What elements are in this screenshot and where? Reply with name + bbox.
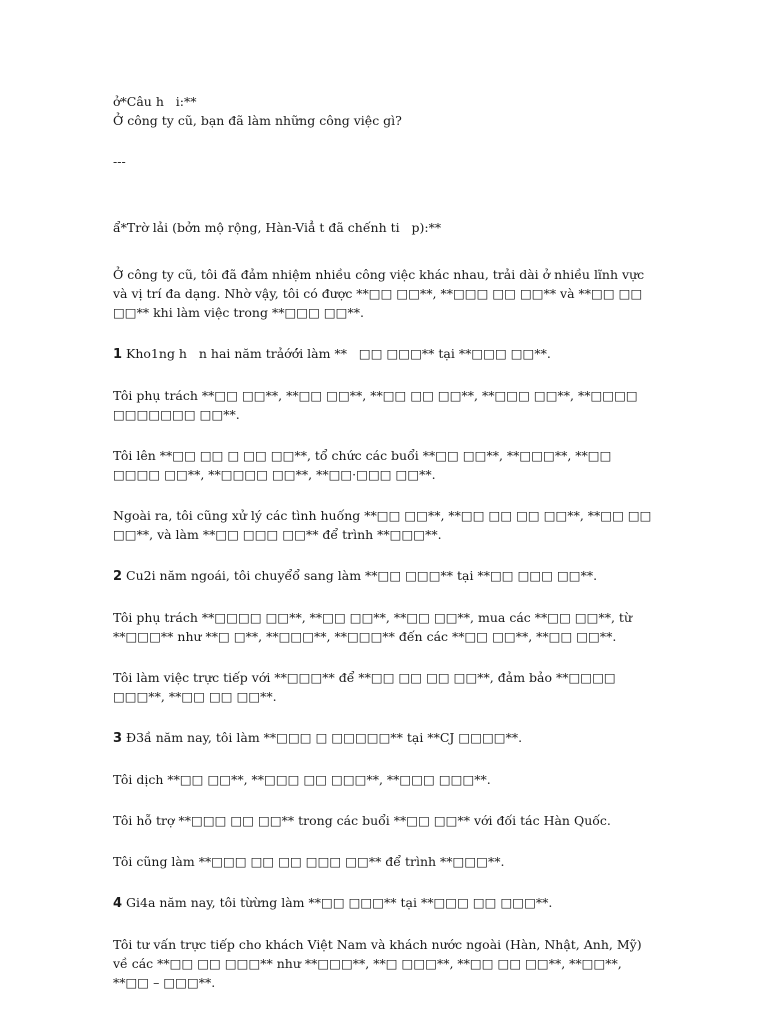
section-title-text: Gi4a năm nay, tôi từừng làm **□□ □□□** tại **□□□ □□ □□□**. bbox=[122, 895, 553, 910]
section-4-paragraph-1: Tôi tư vấn trực tiếp cho khách Việt Nam và khách nước ngoài (Hàn, Nhật, Anh, Mỹ) về các **□□ □□ □□□** như **□□□**, **□ □□□**, **□□ □□ □□**, **□□**, **□□ – □□□**. bbox=[113, 937, 646, 990]
section-title-text: Đ3ầ năm nay, tôi làm **□□□ □ □□□□□** tại **CJ □□□□**. bbox=[122, 730, 523, 745]
section-number: 2 bbox=[113, 569, 123, 584]
section-3-paragraph-3: Tôi cũng làm **□□□ □□ □□ □□□ □□** để trình **□□□**. bbox=[113, 854, 505, 869]
section-1-title bbox=[113, 344, 653, 364]
intro-paragraph: Ở công ty cũ, tôi đã đảm nhiệm nhiều công việc khác nhau, trải dài ở nhiều lĩnh vực và vị trí đa dạng. Nhờ vậy, tôi có được **□□ □□**, **□□□ □□ □□** và **□□ □□ □□** khi làm việc trong **□□□ □□**. bbox=[113, 267, 649, 320]
section-2-title bbox=[113, 566, 653, 586]
answer-heading: ẩ*Trờ lải (bởn mộ rộng, Hàn-Viẳ t đã chếnh ti p):** bbox=[113, 220, 442, 235]
section-3-paragraph-2: Tôi hỗ trợ **□□□ □□ □□** trong các buổi **□□ □□** với đối tác Hàn Quốc. bbox=[113, 813, 611, 828]
section-title-text: Cu2i năm ngoái, tôi chuyểổ sang làm **□□ □□□** tại **□□ □□□ □□**. bbox=[122, 568, 598, 583]
question-text: Ở công ty cũ, bạn đã làm những công việc gì? bbox=[113, 113, 402, 128]
section-1-paragraph-1: Tôi phụ trách **□□ □□**, **□□ □□**, **□□ □□ □□**, **□□□ □□**, **□□□□ □□□□□□□ □□**. bbox=[113, 388, 642, 422]
section-number: 4 bbox=[113, 896, 123, 911]
section-3-paragraph-1: Tôi dịch **□□ □□**, **□□□ □□ □□□**, **□□□ □□□**. bbox=[113, 772, 491, 787]
section-1-paragraph-3: Ngoài ra, tôi cũng xử lý các tình huống **□□ □□**, **□□ □□ □□ □□**, **□□ □□ □□**, và làm **□□ □□□ □□** để trình **□□□**. bbox=[113, 508, 656, 542]
section-title-text: Kho1ng h n hai năm trảớớ́i làm ** □□ □□□** tại **□□□ □□**. bbox=[122, 346, 551, 361]
document-page bbox=[113, 92, 656, 992]
divider: --- bbox=[113, 154, 126, 169]
section-1-paragraph-2: Tôi lên **□□ □□ □ □□ □□**, tổ chức các buổi **□□ □□**, **□□□**, **□□ □□□□ □□**, **□□□□ □□**, **□□·□□□ □□**. bbox=[113, 448, 616, 482]
section-4-title bbox=[113, 893, 653, 913]
section-3-title bbox=[113, 728, 653, 748]
section-number: 3 bbox=[113, 731, 123, 746]
question-heading: ở*Câu h i:** bbox=[113, 94, 197, 109]
section-2-paragraph-1: Tôi phụ trách **□□□□ □□**, **□□ □□**, **□□ □□**, mua các **□□ □□**, từ **□□□** như **□ □**, **□□□**, **□□□** đến các **□□ □□**, **□□ □□**. bbox=[113, 610, 636, 644]
section-number: 1 bbox=[113, 347, 123, 362]
section-2-paragraph-2: Tôi làm việc trực tiếp với **□□□** để **□□ □□ □□ □□**, đảm bảo **□□□□ □□□**, **□□ □□ □□**. bbox=[113, 670, 620, 704]
